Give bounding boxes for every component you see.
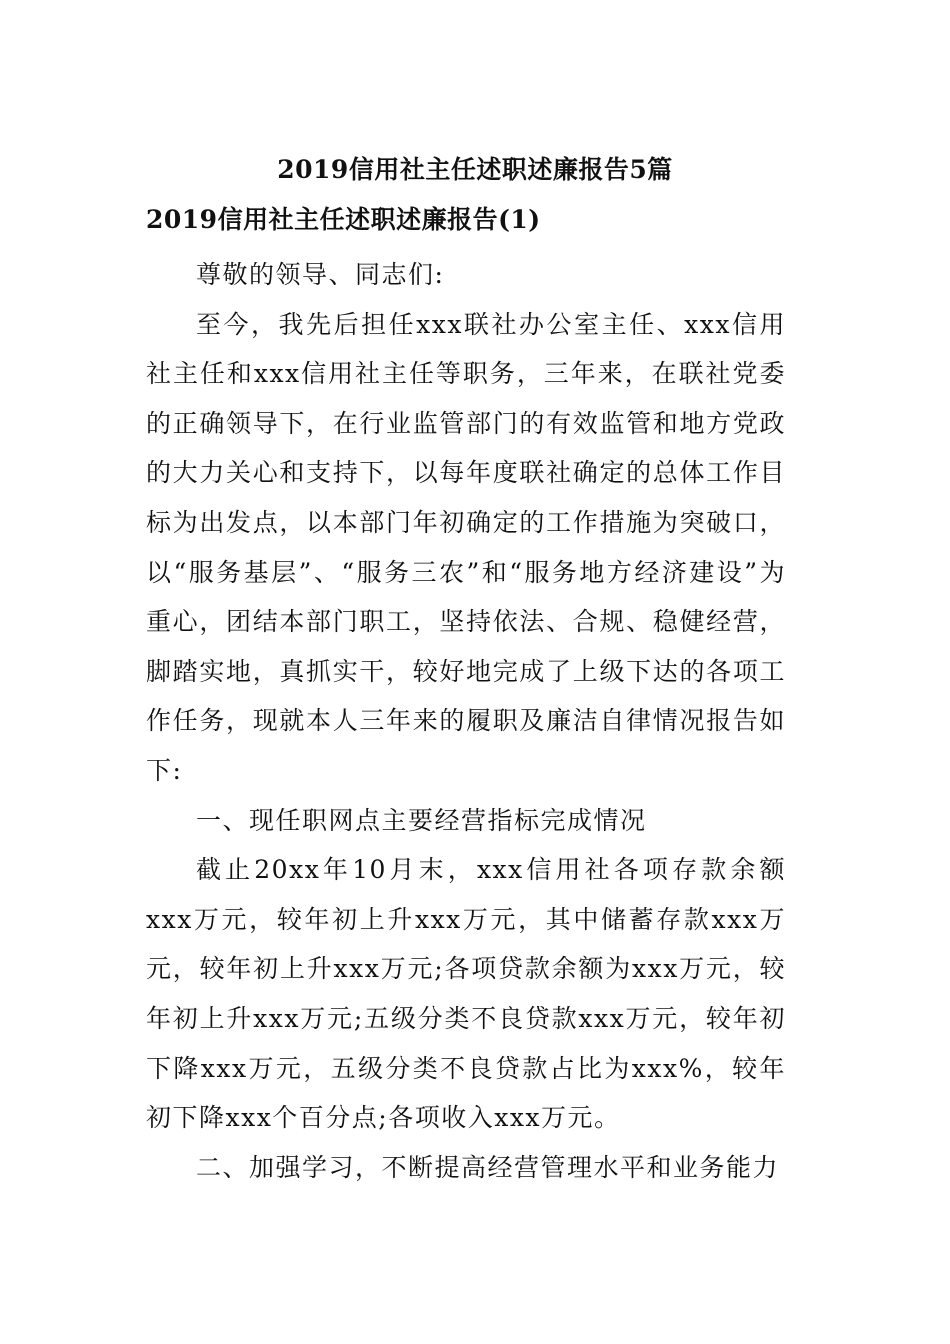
intro-paragraph: 至今，我先后担任xxx联社办公室主任、xxx信用社主任和xxx信用社主任等职务，三年来，在联社党委的正确领导下，在行业监管部门的有效监管和地方党政的大力关心和支持下，以每年度联社确定的总体工作目标为出发点，以本部门年初确定的工作措施为突破口，以“服务基层”、“服务三农”和“服务地方经济建设”为重心，团结本部门职工，坚持依法、合规、稳健经营，脚踏实地，真抓实干，较好地完成了上级下达的各项工作任务，现就本人三年来的履职及廉洁自律情况报告如下: bbox=[146, 309, 786, 785]
heading-paragraph-2: 二、加强学习，不断提高经营管理水平和业务能力 bbox=[196, 1152, 780, 1182]
indicators-paragraph: 截止20xx年10月末，xxx信用社各项存款余额xxx万元，较年初上升xxx万元，其中储蓄存款xxx万元，较年初上升xxx万元;各项贷款余额为xxx万元，较年初上升xxx万元;五级分类不良贷款xxx万元，较年初下降xxx万元，五级分类不良贷款占比为xxx%，较年初下降xxx个百分点;各项收入xxx万元。 bbox=[146, 855, 786, 1133]
salutation-paragraph: 尊敬的领导、同志们: bbox=[196, 260, 445, 289]
heading-paragraph-1: 一、现任职网点主要经营指标完成情况 bbox=[196, 805, 647, 835]
document-body bbox=[146, 250, 786, 1192]
section-title: 2019信用社主任述职述廉报告(1) bbox=[146, 205, 541, 234]
document-title: 2019信用社主任述职述廉报告5篇 bbox=[277, 155, 673, 184]
